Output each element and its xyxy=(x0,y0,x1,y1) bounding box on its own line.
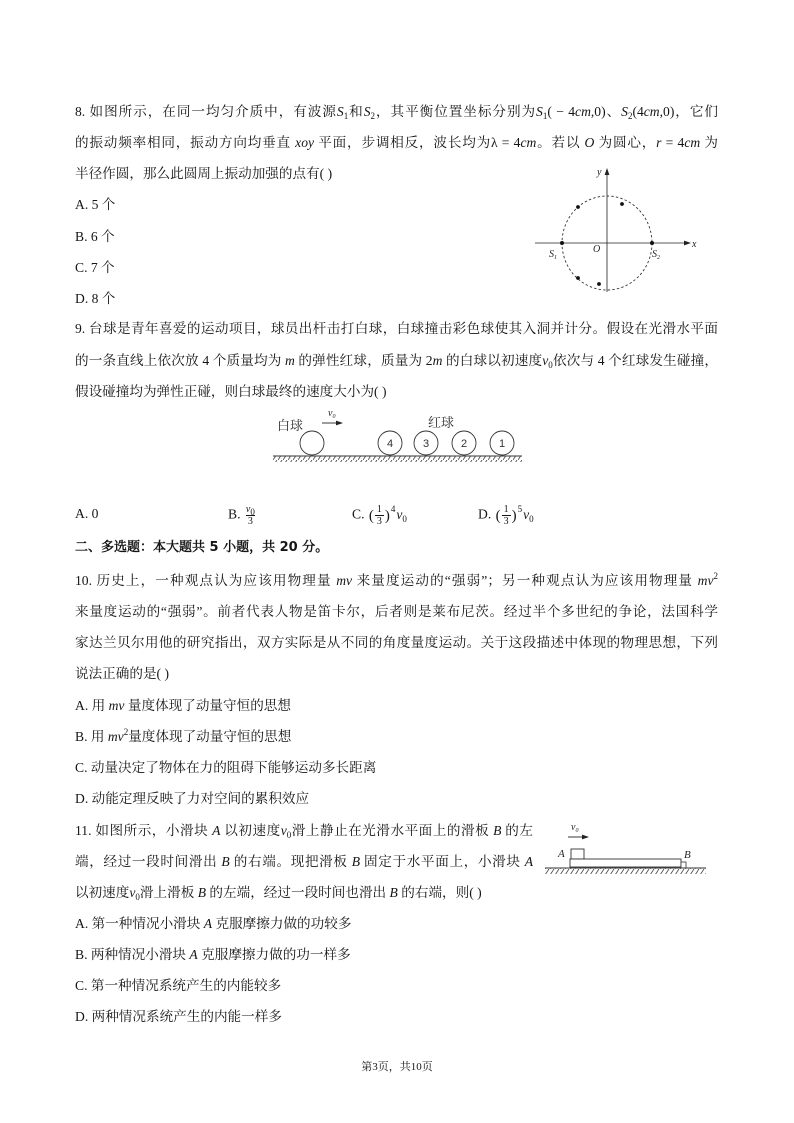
math-variable: S xyxy=(621,104,628,119)
text-run: 3 xyxy=(247,516,253,527)
math-variable: S xyxy=(536,104,543,119)
math-expression xyxy=(198,885,206,900)
q11-option-c[interactable] xyxy=(75,976,281,996)
subscript: 0 xyxy=(402,513,407,524)
red-ball-3-number: 3 xyxy=(422,438,430,450)
text-run: 的振动频率相同，振动方向均垂直 xyxy=(75,135,296,150)
fraction xyxy=(246,504,255,527)
y-axis-label: y xyxy=(597,167,602,178)
text-run: (4 xyxy=(632,104,644,119)
velocity-label xyxy=(328,408,335,420)
q8-stem-line-1 xyxy=(75,102,718,122)
source-s1-dot xyxy=(560,241,564,245)
red-ball-1-number: 1 xyxy=(498,438,506,450)
q10-option-d[interactable] xyxy=(75,789,309,809)
board-b-label: B xyxy=(684,849,691,861)
numerator xyxy=(504,504,509,515)
text-run: 3 xyxy=(376,516,382,527)
velocity-letter: v xyxy=(571,822,576,833)
velocity-arrow-icon xyxy=(336,421,343,426)
circle-point-dot xyxy=(576,276,580,280)
text-run: 的左 xyxy=(501,823,533,838)
open-paren: ( xyxy=(368,507,374,524)
circle-point-dot xyxy=(597,282,601,286)
math-expression xyxy=(285,353,295,368)
math-expression xyxy=(575,104,591,119)
text-run: 和 xyxy=(348,104,364,119)
q11-option-a[interactable] xyxy=(75,914,351,934)
q9-stem-line-1 xyxy=(75,319,718,339)
denominator xyxy=(375,515,384,527)
q8-option-b[interactable] xyxy=(75,227,115,247)
q10-option-c[interactable] xyxy=(75,758,376,778)
math-variable: mv xyxy=(108,698,125,713)
text-run: ,0)，它们 xyxy=(659,104,718,119)
text-run: D. 8 个 xyxy=(75,291,116,306)
q8-option-a[interactable] xyxy=(75,195,115,215)
text-run: C. 7 个 xyxy=(75,260,115,275)
velocity-subscript: 0 xyxy=(575,828,579,834)
math-expression xyxy=(433,353,443,368)
text-run: 以初速度 xyxy=(75,885,130,900)
math-expression xyxy=(542,353,553,368)
white-ball-label: 白球 xyxy=(277,418,304,433)
text-run: 说法正确的是( ) xyxy=(75,666,170,681)
math-variable: B xyxy=(221,854,230,869)
subscript: 0 xyxy=(250,507,255,517)
math-variable: B xyxy=(197,885,207,900)
subscript: 2 xyxy=(370,111,376,121)
text-run: A. 0 xyxy=(75,506,99,521)
math-expression xyxy=(129,885,140,900)
math-expression xyxy=(352,854,360,869)
numerator xyxy=(246,504,255,515)
math-variable: v xyxy=(396,506,403,522)
text-run: 8. 如图所示，在同一均匀介质中，有波源 xyxy=(75,104,337,119)
text-run: ,0)、 xyxy=(590,104,622,119)
y-axis-arrow-icon xyxy=(605,168,610,175)
math-expression xyxy=(246,504,255,515)
text-run: B. 用 xyxy=(75,729,108,744)
text-run: 11. 如图所示，小滑块 xyxy=(75,823,213,838)
q8-stem-line-2 xyxy=(75,133,718,153)
math-variable: cm xyxy=(684,135,701,150)
math-variable: S xyxy=(363,104,371,119)
math-variable: m xyxy=(432,353,443,368)
math-variable: mv xyxy=(336,573,353,588)
text-run: 端，经过一段时间滑出 xyxy=(75,854,222,869)
text-run: 的白球以初速度 xyxy=(442,353,543,368)
section-heading: 二、多选题：本大题共 5 小题，共 20 分。 xyxy=(75,540,329,555)
text-run: 为 xyxy=(700,135,718,150)
q11-stem-line-2 xyxy=(75,852,533,872)
math-expression xyxy=(644,104,660,119)
source-s2-dot xyxy=(650,241,654,245)
math-variable: v xyxy=(245,504,251,515)
x-axis-arrow-icon xyxy=(684,241,691,246)
q10-option-b[interactable] xyxy=(75,727,291,747)
page-footer: 第3页，共10页 xyxy=(361,1061,433,1073)
velocity-label xyxy=(571,822,578,834)
math-expression xyxy=(523,507,534,522)
q10-option-a[interactable] xyxy=(75,696,291,716)
text-run: 为圆心， xyxy=(594,135,657,150)
numerator xyxy=(377,504,382,515)
q8-wave-circle-figure xyxy=(525,160,700,300)
text-run: C. xyxy=(352,506,368,522)
text-run: D. 两种情况系统产生的内能一样多 xyxy=(75,1009,282,1024)
text-run: 3 xyxy=(503,516,509,527)
ground-hatch xyxy=(273,456,522,462)
subscript: 0 xyxy=(135,892,140,902)
text-run: 来量度运动的“强弱”；另一种观点认为应该用物理量 xyxy=(352,573,698,588)
velocity-arrow-icon xyxy=(582,835,589,840)
subscript: 1 xyxy=(343,111,349,121)
math-expression xyxy=(336,573,352,588)
text-run: 来量度运动的“强弱”。前者代表人物是笛卡尔，后者则是莱布尼茨。经过半个多世纪的争论，法国科学 xyxy=(75,604,718,619)
math-variable: A xyxy=(189,947,198,962)
math-variable: cm xyxy=(643,104,660,119)
q8-option-c[interactable] xyxy=(75,258,115,278)
math-expression xyxy=(585,135,595,150)
s2-subscript: 2 xyxy=(657,255,660,261)
math-variable: A xyxy=(212,823,221,838)
text-run: B. xyxy=(228,506,244,522)
text-run: A. 第一种情况小滑块 xyxy=(75,916,204,931)
text-run: 家达兰贝尔用他的研究指出，双方实际是从不同的角度量度运动。关于这段描述中体现的物理思想，下列 xyxy=(75,635,718,650)
math-variable: B xyxy=(389,885,398,900)
math-variable: cm xyxy=(520,135,537,150)
fraction-group xyxy=(245,504,256,527)
superscript: 2 xyxy=(713,571,718,581)
math-variable: v xyxy=(542,353,549,368)
ground-hatch xyxy=(545,868,706,874)
text-run: 的一条直线上依次放 4 个质量均为 xyxy=(75,353,286,368)
math-expression xyxy=(390,885,398,900)
q11-option-d[interactable] xyxy=(75,1007,282,1027)
math-expression xyxy=(525,854,533,869)
math-expression xyxy=(684,135,700,150)
text-run: 量度体现了动量守恒的思想 xyxy=(124,698,291,713)
close-paren: ) xyxy=(511,507,517,524)
math-expression xyxy=(621,104,632,119)
math-variable: v xyxy=(523,506,530,522)
velocity-subscript: 0 xyxy=(332,414,336,420)
text-run: ( − 4 xyxy=(547,104,576,119)
text-run: 量度体现了动量守恒的思想 xyxy=(128,729,292,744)
q9-stem-line-3 xyxy=(75,382,387,402)
math-variable: v xyxy=(280,823,287,838)
math-expression xyxy=(295,135,314,150)
text-run: 半径作圆，那么此圆周上振动加强的点有( ) xyxy=(75,166,333,181)
math-expression xyxy=(520,135,536,150)
text-run: 滑上静止在光滑水平面上的滑板 xyxy=(291,823,494,838)
text-run: D. 动能定理反映了力对空间的累积效应 xyxy=(75,791,310,806)
q11-stem-line-3 xyxy=(75,883,482,903)
text-run: 固定于水平面上，小滑块 xyxy=(360,854,525,869)
text-run: B. 6 个 xyxy=(75,229,115,244)
text-run: 。若以 xyxy=(536,135,585,150)
white-ball xyxy=(300,431,324,455)
math-expression xyxy=(221,854,229,869)
red-balls-label: 红球 xyxy=(428,415,455,430)
q11-stem-line-1 xyxy=(75,821,533,841)
math-variable: A xyxy=(524,854,534,869)
subscript: 1 xyxy=(542,111,548,121)
text-run: C. 第一种情况系统产生的内能较多 xyxy=(75,978,282,993)
q9-billiard-figure xyxy=(268,400,528,470)
circle-point-dot xyxy=(576,205,580,209)
math-variable: A xyxy=(203,916,213,931)
q9-option-b[interactable] xyxy=(228,504,257,527)
q9-option-c[interactable] xyxy=(352,504,407,527)
math-expression xyxy=(536,104,547,119)
math-variable: v xyxy=(129,885,136,900)
text-run: 的弹性红球，质量为 2 xyxy=(294,353,433,368)
text-run: 的右端。现把滑板 xyxy=(229,854,352,869)
fraction-group xyxy=(369,504,396,527)
s2-letter: S xyxy=(652,249,657,260)
subscript: 0 xyxy=(529,513,534,524)
math-expression xyxy=(364,104,375,119)
text-run: 滑上滑板 xyxy=(139,885,198,900)
text-run: 以初速度 xyxy=(220,823,281,838)
s1-subscript: 1 xyxy=(554,255,557,261)
math-variable: xoy xyxy=(295,135,315,150)
fraction xyxy=(502,504,511,527)
q8-stem-line-3 xyxy=(75,164,332,184)
open-paren: ( xyxy=(495,507,501,524)
math-variable: O xyxy=(584,135,595,150)
math-expression xyxy=(189,947,197,962)
velocity-letter: v xyxy=(328,408,333,419)
text-run: 克服摩擦力做的功较多 xyxy=(212,916,352,931)
x-axis-label: x xyxy=(692,239,697,250)
text-run: B. 两种情况小滑块 xyxy=(75,947,190,962)
red-ball-4-number: 4 xyxy=(386,438,394,450)
block-a-label: A xyxy=(558,848,565,860)
q11-slider-board-figure xyxy=(540,815,710,877)
text-run: 依次与 4 个红球发生碰撞， xyxy=(552,353,718,368)
q10-stem-line-3 xyxy=(75,633,718,653)
s1-letter: S xyxy=(549,249,554,260)
text-run: ，其平衡位置坐标分别为 xyxy=(375,104,537,119)
math-variable: S xyxy=(336,104,344,119)
s2-label xyxy=(652,249,660,261)
block-a xyxy=(571,849,584,859)
denominator xyxy=(246,515,255,527)
fraction-group xyxy=(496,504,523,527)
circle-point-dot xyxy=(620,202,624,206)
s1-label xyxy=(549,249,557,261)
math-variable: mv xyxy=(107,729,124,744)
subscript: 0 xyxy=(548,360,553,370)
subscript: 0 xyxy=(286,830,292,840)
text-run: 平面，步调相反，波长均为λ = 4 xyxy=(314,135,521,150)
text-run: 10. 历史上，一种观点认为应该用物理量 xyxy=(75,573,337,588)
math-expression xyxy=(698,573,718,588)
q10-stem-line-4 xyxy=(75,664,169,684)
math-expression xyxy=(337,104,348,119)
text-run: A. 5 个 xyxy=(75,197,116,212)
exponent: 4 xyxy=(390,504,396,514)
subscript: 2 xyxy=(627,111,633,121)
q10-stem-line-1 xyxy=(75,571,718,591)
q10-stem-line-2 xyxy=(75,602,718,622)
text-run: 9. 台球是青年喜爱的运动项目，球员出杆击打白球，白球撞击彩色球使其入洞并计分。假设在光滑水平面 xyxy=(75,321,718,336)
text-run: D. xyxy=(478,506,495,522)
superscript: 2 xyxy=(123,727,129,737)
math-expression xyxy=(281,823,292,838)
q11-option-b[interactable] xyxy=(75,945,351,965)
math-expression xyxy=(109,698,125,713)
exponent: 5 xyxy=(517,504,523,514)
denominator xyxy=(502,515,511,527)
text-run: 1 xyxy=(376,504,382,515)
math-variable: m xyxy=(285,353,295,368)
text-run: 的左端，经过一段时间也滑出 xyxy=(206,885,390,900)
q8-option-d[interactable] xyxy=(75,289,115,309)
text-run: 的右端，则( ) xyxy=(397,885,482,900)
text-run: 克服摩擦力做的功一样多 xyxy=(197,947,351,962)
math-variable: r xyxy=(656,135,662,150)
text-run: = 4 xyxy=(661,135,685,150)
text-run: A. 用 xyxy=(75,698,109,713)
math-expression xyxy=(396,507,407,522)
math-expression xyxy=(108,729,128,744)
text-run: C. 动量决定了物体在力的阻碍下能够运动多长距离 xyxy=(75,760,377,775)
text-run: 1 xyxy=(503,504,509,515)
red-ball-2-number: 2 xyxy=(460,438,468,450)
q9-option-d[interactable] xyxy=(478,504,534,527)
board-b xyxy=(570,859,681,867)
board-stopper xyxy=(681,862,686,868)
fraction xyxy=(375,504,384,527)
math-variable: mv xyxy=(697,573,714,588)
math-variable: cm xyxy=(575,104,591,119)
math-variable: B xyxy=(351,854,361,869)
math-variable: B xyxy=(493,823,502,838)
text-run: 假设碰撞均为弹性正碰，则白球最终的速度大小为( ) xyxy=(75,384,387,399)
q9-option-a[interactable] xyxy=(75,504,98,524)
q9-stem-line-2 xyxy=(75,351,718,371)
math-expression xyxy=(204,916,212,931)
origin-label: O xyxy=(593,244,601,255)
close-paren: ) xyxy=(384,507,390,524)
